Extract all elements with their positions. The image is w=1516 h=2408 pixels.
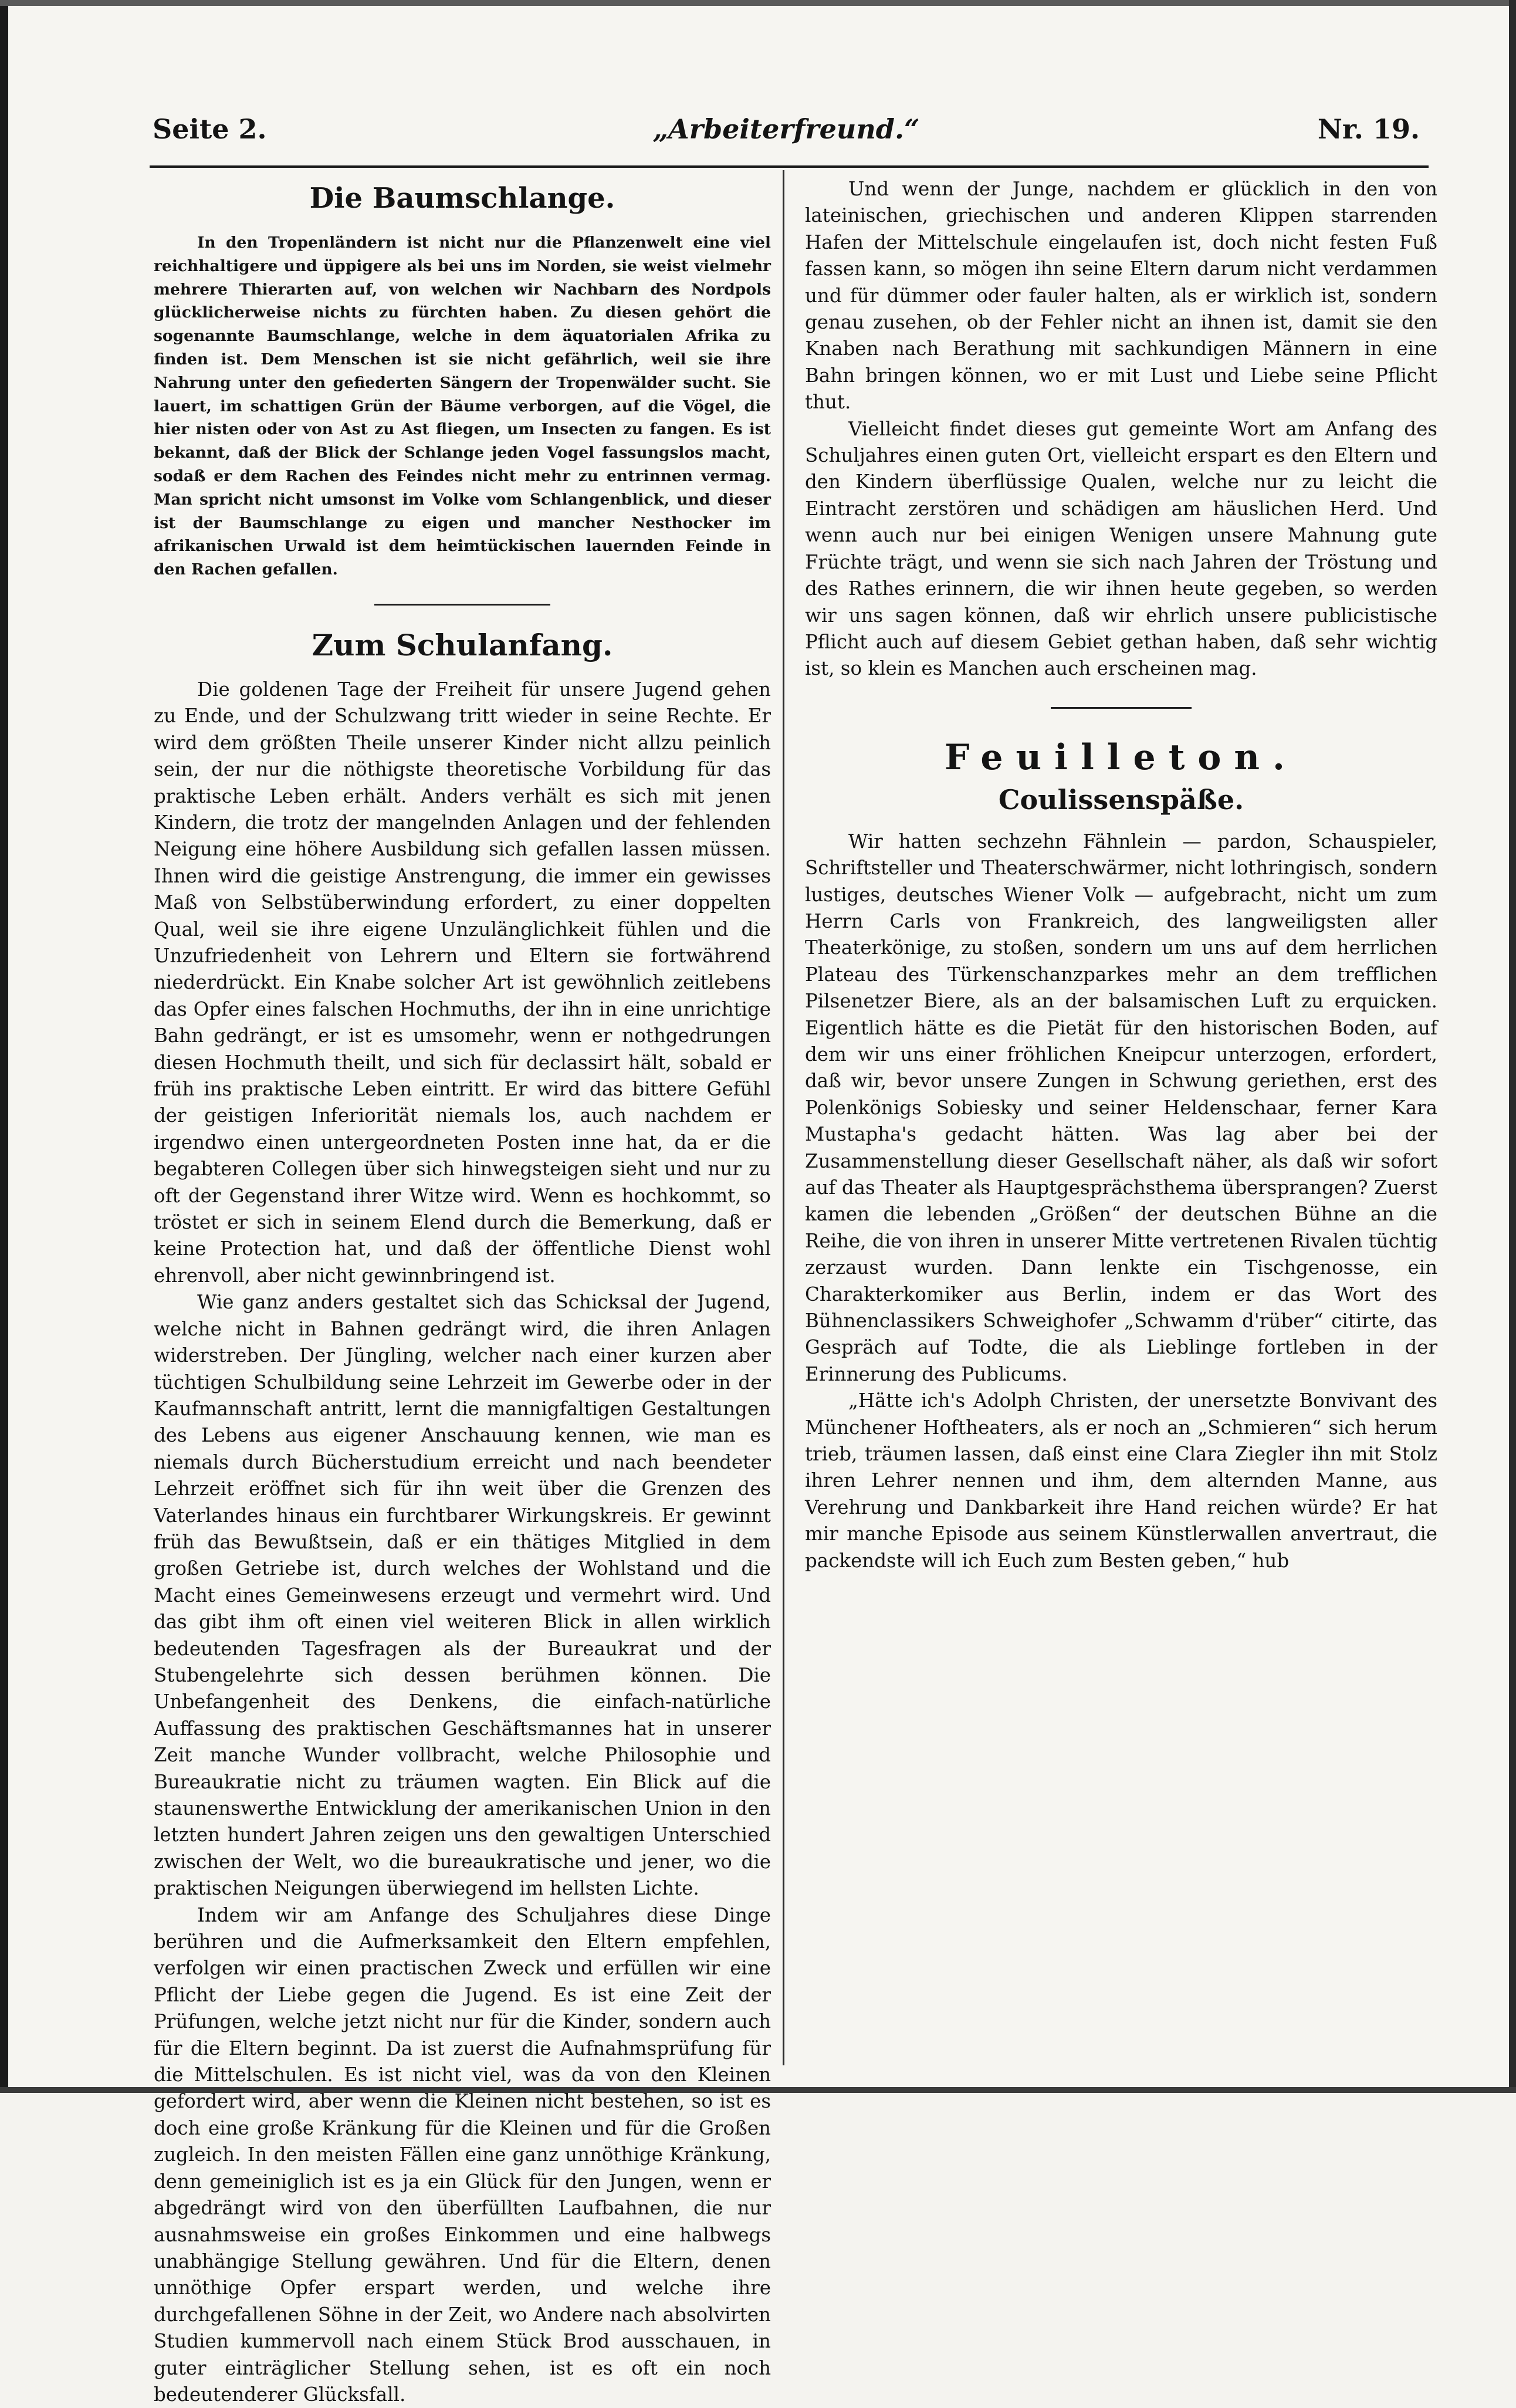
section-heading: Feuilleton. <box>945 736 1298 778</box>
paragraph: Wie ganz anders gestaltet sich das Schicksal der Jugend, welche nicht in Bahnen gedrängt wird, die ihren Anlagen widerstreben. Der Jüngling, welcher nach einer kurzen aber tüchtigen Schulbildung seine Lehrzeit im Gewerbe oder in der Kaufmannschaft antritt, lernt die mannigfaltigen Gestaltungen des Lebens aus eigener Anschauung kennen, wie man es niemals durch Bücherstudium erreicht und nach beendeter Lehrzeit eröffnet sich für ihn weit über die Grenzen des Vaterlandes hinaus ein furchtbarer Wirkungskreis. Er gewinnt früh das Bewußtsein, daß er ein thätiges Mitglied in dem großen Getriebe ist, durch welches der Wohlstand und die Macht eines Gemeinwesens erzeugt und vermehrt wird. Und das gibt ihm oft einen viel weiteren Blick in allen wirklich bedeutenden Tagesfragen als der Bureaukrat und der Stubengelehrte sich dessen berühmen können. Die Unbefangenheit des Denkens, die einfach-natürliche Auffassung des praktischen Geschäftsmannes hat in unserer Zeit manche Wunder vollbracht, welche Philosophie und Bureaukratie nicht zu träumen wagten. Ein Blick auf die staunenswerthe Entwicklung der amerikanischen Union in den letzten hundert Jahren zeigen uns den gewaltigen Unterschied zwischen der Welt, wo die bureaukratische und jener, wo die praktischen Neigungen überwiegend im hellsten Lichte. <box>154 1291 771 1900</box>
section-divider <box>1051 707 1192 709</box>
article-baumschlange <box>154 182 771 581</box>
article-schulanfang <box>154 628 771 2408</box>
page-header <box>153 113 1420 154</box>
left-column <box>154 176 771 2408</box>
paragraph: Vielleicht findet dieses gut gemeinte Wort am Anfang des Schuljahres einen guten Ort, vielleicht erspart es den Eltern und den Kindern überflüssige Qualen, welche nur zu leicht die Eintracht zerstören und schädigen am häuslichen Herd. Und wenn auch nur bei einigen Wenigen unsere Mahnung gute Früchte trägt, und wenn sie sich nach Jahren der Tröstung und des Rathes erinnern, die wir ihnen heute gegeben, so werden wir uns sagen können, daß wir ehrlich unsere publicistische Pflicht auch auf diesem Gebiet gethan haben, daß sehr wichtig ist, so klein es Manchen auch erscheinen mag. <box>805 417 1437 680</box>
paragraph: Wir hatten sechzehn Fähnlein — pardon, Schauspieler, Schriftsteller und Theaterschwärmer, nicht lothringisch, sondern lustiges, deutsches Wiener Volk — aufgebracht, nicht um zum Herrn Carls von Frankreich, des langweiligsten aller Theaterkönige, zu stoßen, sondern um uns auf dem herrlichen Plateau des Türkenschanzparkes mehr an dem trefflichen Pilsenetzer Biere, als an der balsamischen Luft zu erquicken. Eigentlich hätte es die Pietät für den historischen Boden, auf dem wir uns einer fröhlichen Kneipcur unterzogen, erfordert, daß wir, bevor unsere Zungen in Schwung geriethen, erst des Polenkönigs Sobiesky und seiner Heldenschaar, ferner Kara Mustapha's gedacht hätten. Was lag aber bei der Zusammenstellung dieser Gesellschaft näher, als daß wir sofort auf das Theater als Hauptgesprächsthema übersprangen? Zuerst kamen die lebenden „Größen“ der deutschen Bühne an die Reihe, die von ihren in unserer Mitte vertretenen Rivalen tüchtig zerzaust wurden. Dann lenkte ein Tischgenosse, ein Charakterkomiker aus Berlin, indem er das Wort des Bühnenclassikers Schweighofer „Schwamm d'rüber“ citirte, das Gespräch auf Todte, die als Lieblinge fortleben in der Erinnerung des Publicums. <box>805 830 1437 1385</box>
article-text: In den Tropenländern ist nicht nur die Pflanzenwelt eine viel reichhaltigere und üppigere als bei uns im Norden, sie weist vielmehr mehrere Thierarten auf, von welchen wir Nachbarn des Nordpols glücklicherweise nichts zu fürchten haben. Zu diesen gehört die sogenannte Baumschlange, welche in dem äquatorialen Afrika zu finden ist. Dem Menschen ist sie nicht gefährlich, weil sie ihre Nahrung unter den gefiederten Sängern der Tropenwälder sucht. Sie lauert, im schattigen Grün der Bäume verborgen, auf die Vögel, die hier nisten oder von Ast zu Ast fliegen, um Insecten zu fangen. Es ist bekannt, daß der Blick der Schlange jeden Vogel fassungslos macht, sodaß er dem Rachen des Feindes nicht mehr zu entrinnen vermag. Man spricht nicht umsonst im Volke vom Schlangenblick, und dieser ist der Baumschlange zu eigen und mancher Nesthocker im afrikanischen Urwald ist dem heimtückischen lauernden Feinde in den Rachen gefallen. <box>154 234 771 579</box>
scan-border-left <box>0 0 8 2093</box>
header-rule <box>150 165 1429 168</box>
scan-border-right <box>1509 0 1516 2093</box>
paragraph: Und wenn der Junge, nachdem er glücklich in den von lateinischen, griechischen und anderen Klippen starrenden Hafen der Mittelschule eingelaufen ist, doch nicht festen Fuß fassen kann, so mögen ihn seine Eltern darum nicht verdammen und für dümmer oder fauler halten, als er wirklich ist, sondern genau zusehen, ob der Fehler nicht an ihnen ist, damit sie den Knaben nach Berathung mit sachkundigen Männern in eine Bahn bringen können, wo er mit Lust und Liebe seine Pflicht thut. <box>805 178 1437 414</box>
page-number: Seite 2. <box>153 113 267 145</box>
article-title: Die Baumschlange. <box>309 182 615 215</box>
scan-border-top <box>0 0 1516 6</box>
newspaper-title: „Arbeiterfreund.“ <box>652 113 920 145</box>
column-divider <box>783 170 784 2065</box>
right-column <box>805 176 1437 1574</box>
feuilleton-section <box>805 737 1437 1574</box>
paragraph: „Hätte ich's Adolph Christen, der unersetzte Bonvivant des Münchener Hoftheaters, als er noch an „Schmieren“ sich herum trieb, träumen lassen, daß einst eine Clara Ziegler ihn mit Stolz ihren Lehrer nennen und ihm, dem alternden Manne, aus Verehrung und Dankbarkeit ihre Hand reichen würde? Er hat mir manche Episode aus seinem Künstlerwallen anvertraut, die packendste will ich Euch zum Besten geben,“ hub <box>805 1389 1437 1572</box>
paragraph: Die goldenen Tage der Freiheit für unsere Jugend gehen zu Ende, und der Schulzwang tritt wieder in seine Rechte. Er wird dem größten Theile unserer Kinder nicht allzu peinlich sein, der nur die nöthigste theoretische Vorbildung für das praktische Leben erhält. Anders verhält es sich mit jenen Kindern, die trotz der mangelnden Anlagen und der fehlenden Neigung eine höhere Ausbildung sich gefallen lassen müssen. Ihnen wird die geistige Anstrengung, die immer ein gewisses Maß von Selbstüberwindung erfordert, zu einer doppelten Qual, weil sie ihre eigene Unzulänglichkeit fühlen und die Unzufriedenheit von Lehrern und Eltern sie fortwährend niederdrückt. Ein Knabe solcher Art ist gewöhnlich zeitlebens das Opfer eines falschen Hochmuths, der ihn in eine unrichtige Bahn gedrängt, er ist es umsomehr, wenn er nothgedrungen diesen Hochmuth theilt, und sich für declassirt hält, sobald er früh ins praktische Leben eintritt. Er wird das bittere Gefühl der geistigen Inferiorität niemals los, auch nachdem er irgendwo einen untergeordneten Posten inne hat, da er die begabteren Collegen über sich hinwegsteigen sieht und nur zu oft der Gegenstand ihrer Witze wird. Wenn es hochkommt, so tröstet er sich in seinem Elend durch die Bemerkung, daß er keine Protection hat, und daß der öffentliche Dienst wohl ehrenvoll, aber nicht gewinnbringend ist. <box>154 678 771 1287</box>
paragraph: Indem wir am Anfange des Schuljahres diese Dinge berühren und die Aufmerksamkeit den Eltern empfehlen, verfolgen wir einen practischen Zweck und erfüllen wir eine Pflicht der Liebe gegen die Jugend. Es ist eine Zeit der Prüfungen, welche jetzt nicht nur für die Kinder, sondern auch für die Eltern beginnt. Da ist zuerst die Aufnahmsprüfung für die Mittelschulen. Es ist nicht viel, was da von den Kleinen gefordert wird, aber wenn die Kleinen nicht bestehen, so ist es doch eine große Kränkung für die Kleinen und für die Großen zugleich. In den meisten Fällen eine ganz unnöthige Kränkung, denn gemeiniglich ist es ja ein Glück für den Jungen, wenn er abgedrängt wird von den überfüllten Laufbahnen, die nur ausnahmsweise ein großes Einkommen und eine halbwegs unabhängige Stellung gewähren. Und für die Eltern, denen unnöthige Opfer erspart werden, und welche ihre durchgefallenen Söhne in der Zeit, wo Andere nach absolvirten Studien kummervoll nach einem Stück Brod ausschauen, in guter einträglicher Stellung sehen, ist es oft ein noch bedeutenderer Glücksfall. <box>154 1903 771 2406</box>
section-divider <box>374 604 550 606</box>
issue-number: Nr. 19. <box>1317 113 1420 145</box>
article-title: Coulissenspäße. <box>998 783 1244 816</box>
article-title: Zum Schulanfang. <box>312 627 613 662</box>
